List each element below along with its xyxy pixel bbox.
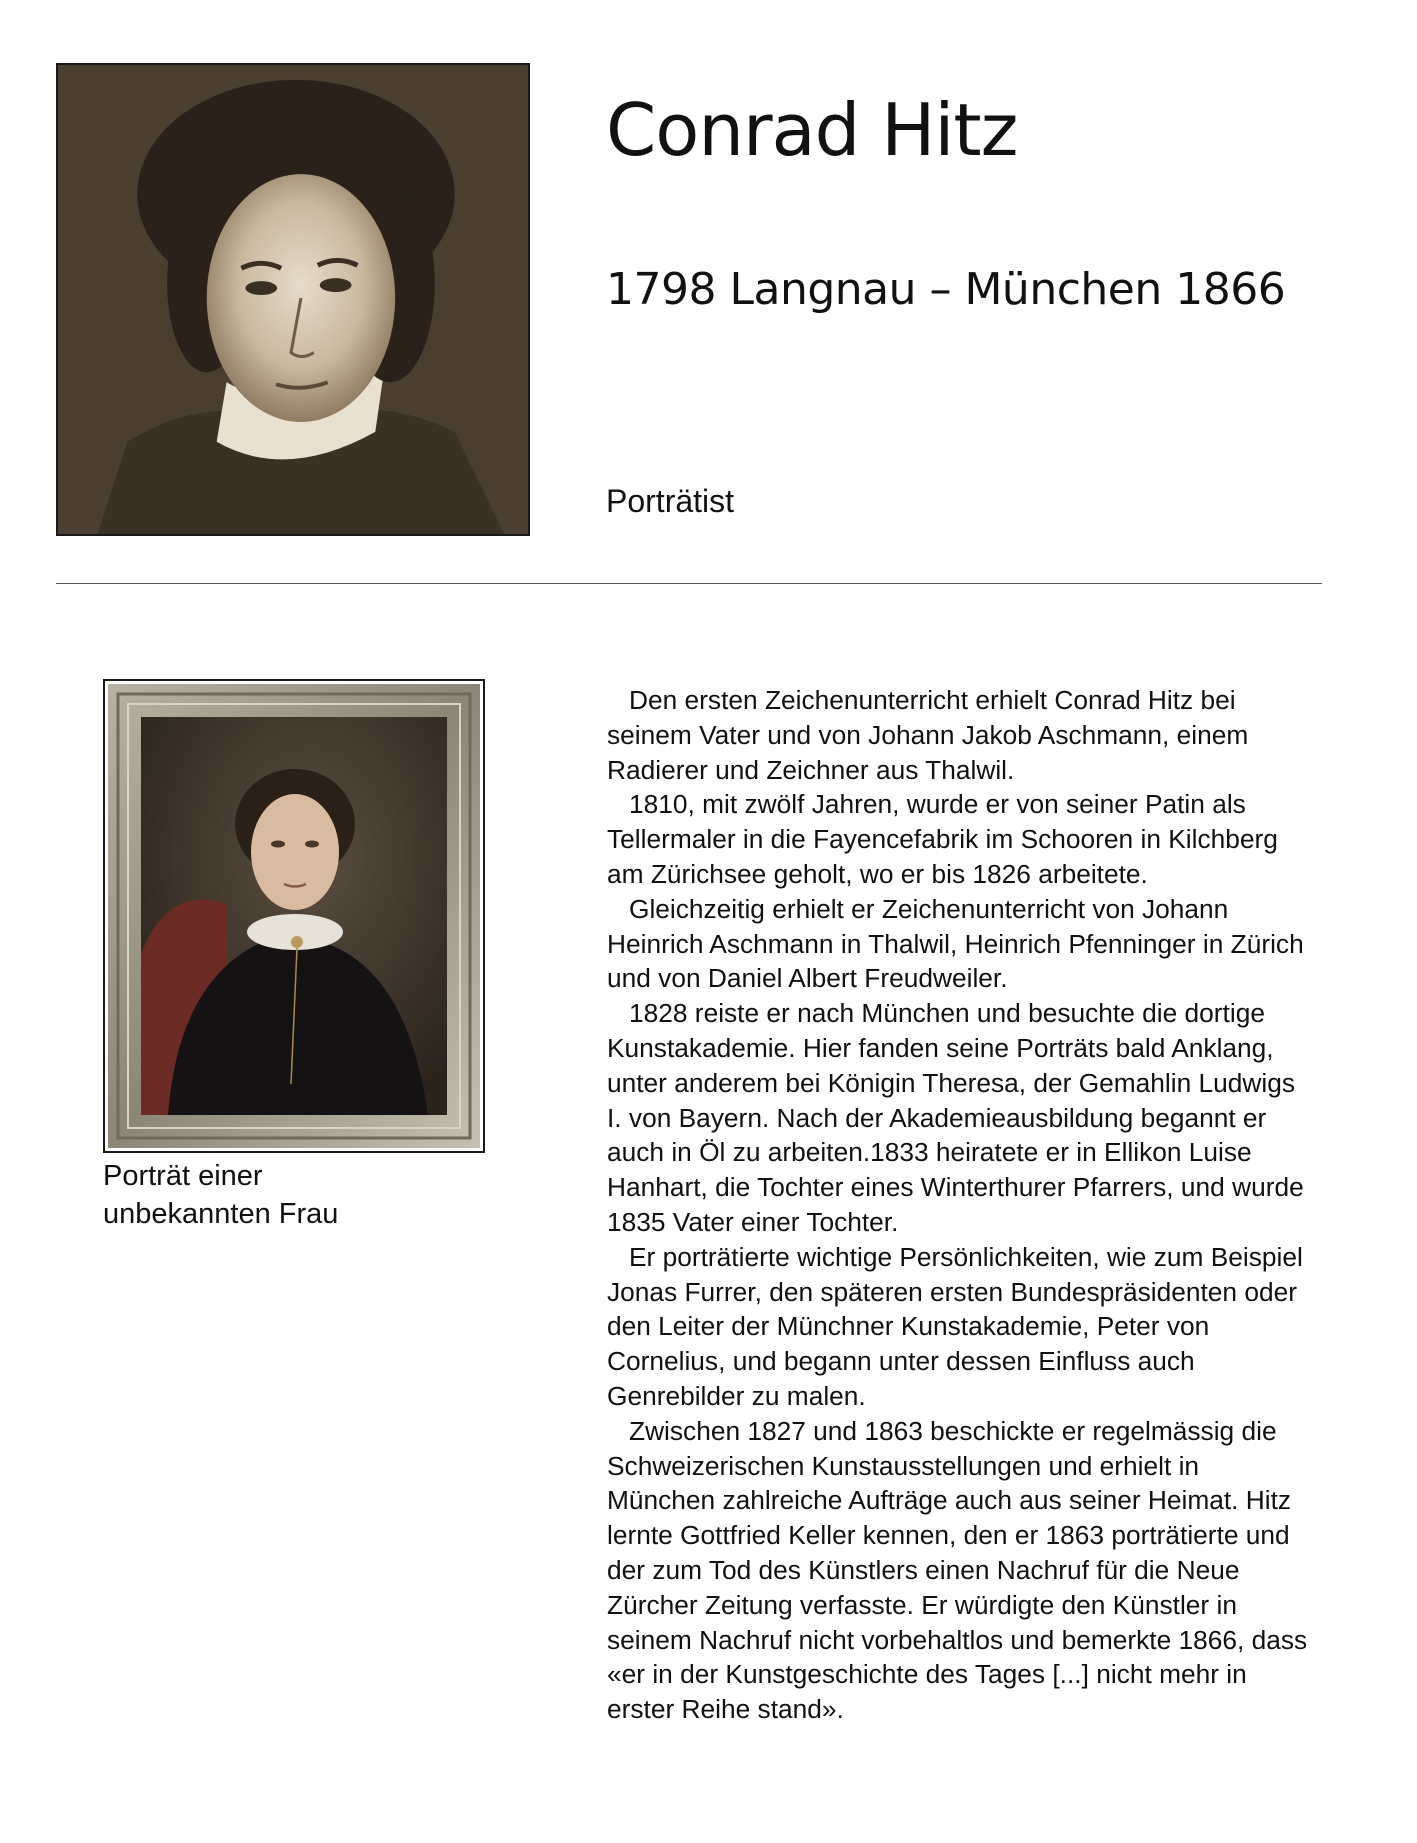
bio-paragraph-4: 1828 reiste er nach München und besuchte die dortige Kunstakademie. Hier fanden seine Porträts bald Anklang, unter anderem bei Königin Theresa, der Gemahlin Ludwigs I. von Bayern. Nach der Akademieausbildung begannt er auch in Öl zu arbeiten.1833 heiratete er in Ellikon Luise Hanhart, die Tochter eines Winterthurer Pfarrers, und wurde 1835 Vater einer Tochter. <box>607 998 1304 1237</box>
bio-paragraph-5: Er porträtierte wichtige Persönlichkeiten, wie zum Beispiel Jonas Furrer, den späteren ersten Bundespräsidenten oder den Leiter der Münchner Kunstakademie, Peter von Cornelius, und begann unter dessen Einfluss auch Genrebilder zu malen. <box>607 1241 1303 1411</box>
section-divider <box>56 583 1322 584</box>
painting-caption <box>103 1157 503 1233</box>
biography-text <box>607 683 1312 1727</box>
bio-paragraph-1: Den ersten Zeichenunterricht erhielt Conrad Hitz bei seinem Vater und von Johann Jakob Aschmann, einem Radierer und Zeichner aus Thalwil. <box>607 685 1249 785</box>
artist-portrait-image <box>56 63 530 536</box>
caption-line-1: Porträt einer <box>103 1160 263 1192</box>
caption-line-2: unbekannten Frau <box>103 1198 339 1230</box>
artist-role: Porträtist <box>606 483 735 519</box>
bio-paragraph-6: Zwischen 1827 und 1863 beschickte er regelmässig die Schweizerischen Kunstausstellungen und erhielt in München zahlreiche Aufträge auch aus seiner Heimat. Hitz lernte Gottfried Keller kennen, den er 1863 porträtierte und der zum Tod des Künstlers einen Nachruf für die Neue Zürcher Zeitung verfasste. Er würdigte den Künstler in seinem Nachruf nicht vorbehaltlos und bemerkte 1866, dass «er in der Kunstgeschichte des Tages [...] nicht mehr in erster Reihe stand». <box>607 1415 1308 1725</box>
painting-image <box>103 679 485 1153</box>
life-dates: 1798 Langnau – München 1866 <box>606 264 1286 315</box>
bio-paragraph-2: 1810, mit zwölf Jahren, wurde er von seiner Patin als Tellermaler in die Fayencefabrik im Schooren in Kilchberg am Zürichsee geholt, wo er bis 1826 arbeitete. <box>607 789 1278 889</box>
page-title: Conrad Hitz <box>606 88 1018 172</box>
bio-paragraph-3: Gleichzeitig erhielt er Zeichenunterricht von Johann Heinrich Aschmann in Thalwil, Heinrich Pfenninger in Zürich und von Daniel Albert Freudweiler. <box>607 893 1304 994</box>
